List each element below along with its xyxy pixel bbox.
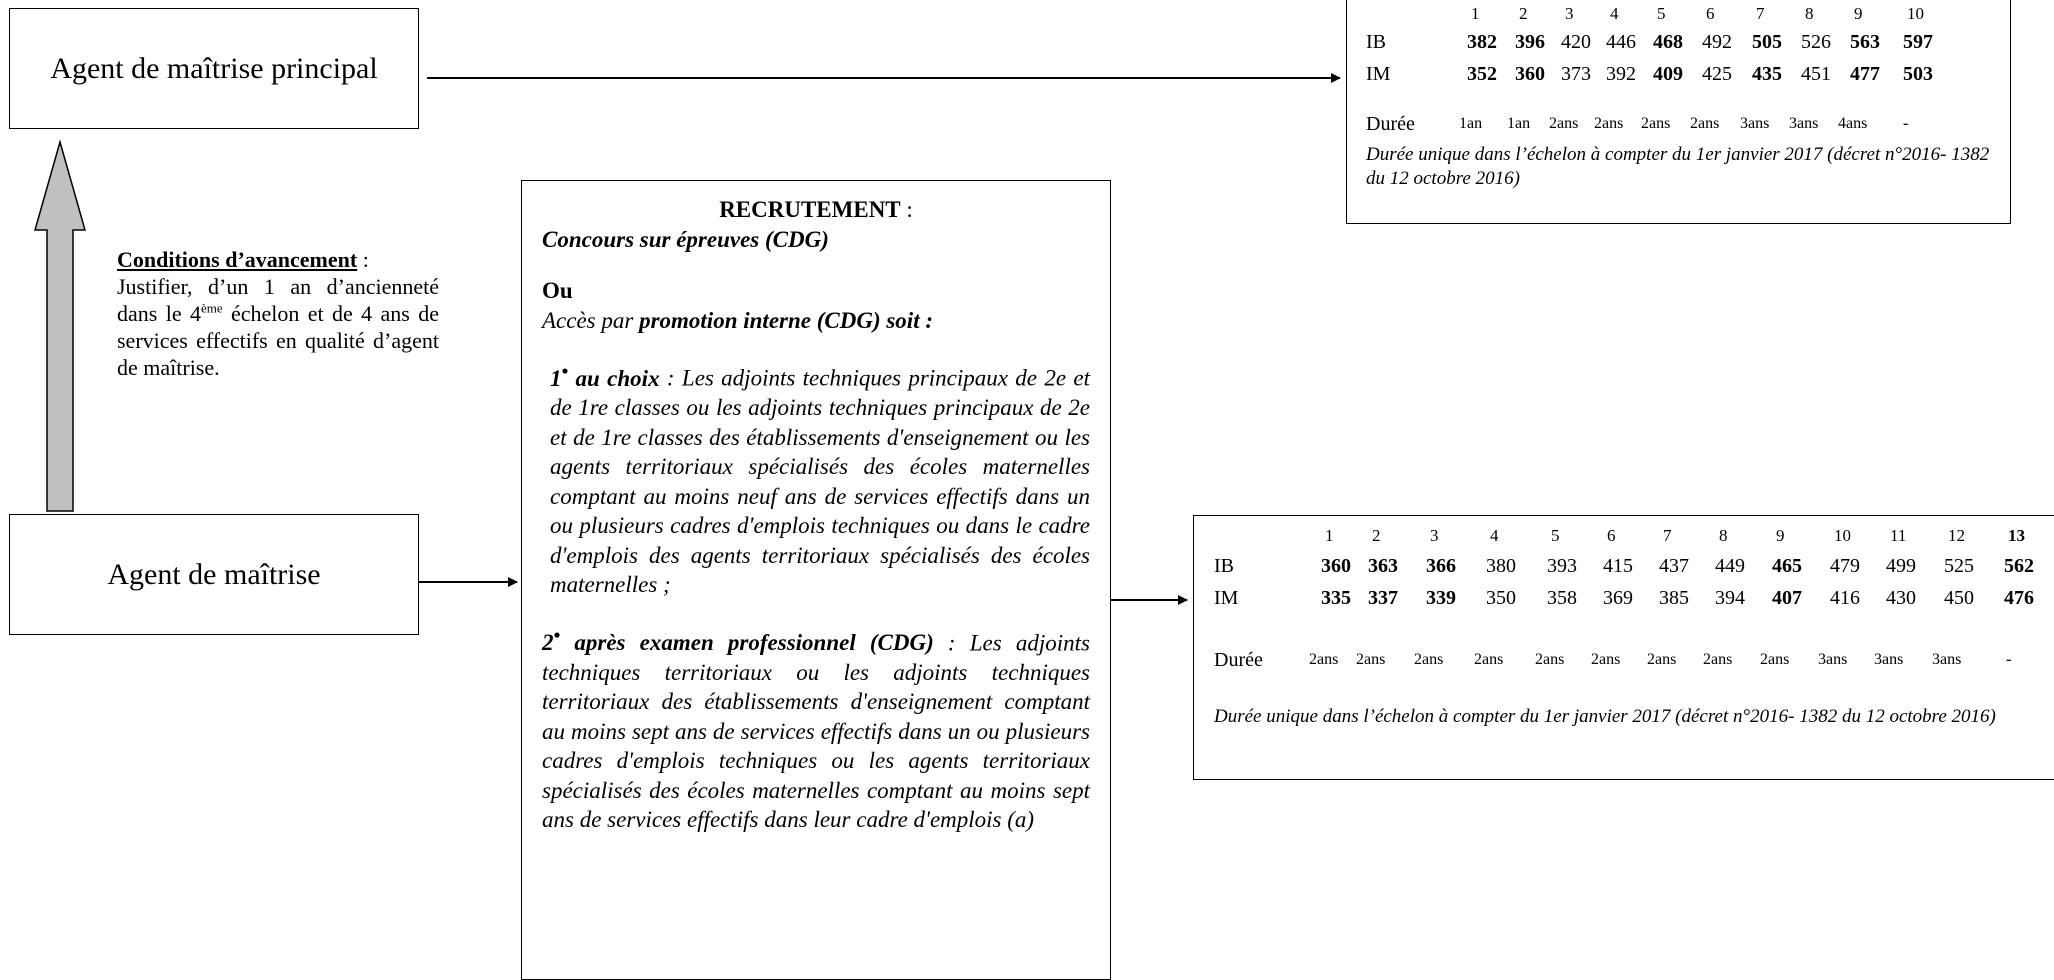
duree-value: 2ans bbox=[1760, 651, 1790, 668]
choix-number: 1 bbox=[550, 365, 562, 391]
conditions-title: Conditions d’avancement bbox=[117, 247, 358, 272]
ib-value: 468 bbox=[1653, 31, 1683, 53]
im-value: 339 bbox=[1426, 587, 1456, 609]
echelon-header: 4 bbox=[1490, 526, 1499, 545]
echelon-header: 8 bbox=[1805, 4, 1814, 23]
im-value: 416 bbox=[1830, 587, 1860, 609]
echelon-header: 5 bbox=[1551, 526, 1560, 545]
duree-value: 3ans bbox=[1932, 651, 1962, 668]
conditions-sup: ème bbox=[200, 300, 223, 316]
duree-value: 3ans bbox=[1818, 651, 1848, 668]
im-value: 337 bbox=[1368, 587, 1398, 609]
duree-value: 3ans bbox=[1789, 115, 1819, 132]
row-label-ib: IB bbox=[1214, 555, 1234, 577]
duree-value: 3ans bbox=[1874, 651, 1904, 668]
im-value: 450 bbox=[1944, 587, 1974, 609]
row-label-ib: IB bbox=[1366, 31, 1386, 53]
row-label-im: IM bbox=[1214, 587, 1239, 609]
ib-value: 526 bbox=[1801, 31, 1831, 53]
ib-value: 563 bbox=[1850, 31, 1880, 53]
ib-value: 492 bbox=[1702, 31, 1732, 53]
duree-value: 3ans bbox=[1740, 115, 1770, 132]
im-value: 476 bbox=[2004, 587, 2034, 609]
im-value: 350 bbox=[1486, 587, 1516, 609]
ib-value: 380 bbox=[1486, 555, 1516, 577]
duree-value: 1an bbox=[1459, 115, 1483, 132]
echelon-header: 3 bbox=[1430, 526, 1439, 545]
ib-value: 366 bbox=[1426, 555, 1456, 577]
ib-value: 393 bbox=[1547, 555, 1577, 577]
ib-value: 465 bbox=[1772, 555, 1802, 577]
duree-value: 4ans bbox=[1838, 115, 1868, 132]
echelon-header: 1 bbox=[1471, 4, 1480, 23]
examen-text: : Les adjoints techniques territoriaux ou les adjoints techniques territoriaux des établissements d'enseignement comptant au moins sept ans de services effectifs dans un ou plusieurs cadres d'emplois techniques ou les agents territoriaux spécialisés des écoles maternelles comptant au moins sept ans de services effectifs dans leur cadre d'emplois (a) bbox=[542, 630, 1090, 833]
ib-value: 499 bbox=[1886, 555, 1916, 577]
conditions-title-suffix: : bbox=[357, 247, 369, 272]
echelon-header: 6 bbox=[1706, 4, 1715, 23]
echelon-header: 7 bbox=[1756, 4, 1765, 23]
echelon-header: 3 bbox=[1565, 4, 1574, 23]
grade-box-agent-maitrise bbox=[9, 514, 419, 635]
recruitment-acces-bold: promotion interne (CDG) soit : bbox=[639, 307, 933, 333]
echelon-header: 1 bbox=[1325, 526, 1334, 545]
echelon-header: 10 bbox=[1907, 4, 1924, 23]
ib-value: 437 bbox=[1659, 555, 1689, 577]
ib-value: 382 bbox=[1467, 31, 1497, 53]
duree-value: - bbox=[1903, 115, 1909, 132]
row-label-im: IM bbox=[1366, 63, 1391, 85]
conditions-avancement bbox=[117, 246, 439, 381]
grid-table-agent bbox=[1193, 515, 2054, 780]
duree-value: 2ans bbox=[1594, 115, 1624, 132]
im-value: 435 bbox=[1752, 63, 1782, 85]
echelon-header: 5 bbox=[1657, 4, 1666, 23]
duree-value: 2ans bbox=[1690, 115, 1720, 132]
im-value: 335 bbox=[1321, 587, 1351, 609]
im-value: 394 bbox=[1715, 587, 1745, 609]
bullet-icon: • bbox=[561, 361, 569, 382]
conditions-text-1: Justifier, d’un 1 an d’ancienneté dans le 4 bbox=[117, 274, 439, 326]
duree-note: Durée unique dans l’échelon à compter du 1er janvier 2017 (décret n°2016- 1382 du 12 octobre 2016) bbox=[1366, 144, 1990, 189]
im-value: 409 bbox=[1653, 63, 1683, 85]
im-value: 503 bbox=[1903, 63, 1933, 85]
echelon-header: 9 bbox=[1776, 526, 1785, 545]
choix-title: au choix bbox=[568, 365, 660, 391]
echelon-header: 8 bbox=[1719, 526, 1728, 545]
examen-title: après examen professionnel (CDG) bbox=[560, 630, 934, 656]
duree-value: 2ans bbox=[1647, 651, 1677, 668]
im-value: 373 bbox=[1561, 63, 1591, 85]
ib-value: 505 bbox=[1752, 31, 1782, 53]
duree-value: 2ans bbox=[1703, 651, 1733, 668]
im-value: 425 bbox=[1702, 63, 1732, 85]
examen-number: 2 bbox=[542, 630, 554, 656]
recruitment-ou: Ou bbox=[542, 278, 573, 303]
im-value: 358 bbox=[1547, 587, 1577, 609]
grade-box-agent-maitrise-principal bbox=[9, 8, 419, 129]
promotion-arrow bbox=[35, 142, 85, 511]
duree-value: 2ans bbox=[1535, 651, 1565, 668]
ib-value: 525 bbox=[1944, 555, 1974, 577]
duree-value: 2ans bbox=[1549, 115, 1579, 132]
duree-value: 1an bbox=[1507, 115, 1531, 132]
im-value: 430 bbox=[1886, 587, 1916, 609]
ib-value: 597 bbox=[1903, 31, 1933, 53]
ib-value: 420 bbox=[1561, 31, 1591, 53]
im-value: 407 bbox=[1772, 587, 1802, 609]
im-value: 352 bbox=[1467, 63, 1497, 85]
grid-table-principal bbox=[1346, 0, 2011, 224]
echelon-header: 2 bbox=[1372, 526, 1381, 545]
ib-value: 562 bbox=[2004, 555, 2034, 577]
duree-value: 2ans bbox=[1591, 651, 1621, 668]
im-value: 451 bbox=[1801, 63, 1831, 85]
recruitment-title: RECRUTEMENT bbox=[719, 197, 901, 222]
duree-value: 2ans bbox=[1474, 651, 1504, 668]
recruitment-acces-prefix: Accès par bbox=[542, 307, 640, 333]
ib-value: 363 bbox=[1368, 555, 1398, 577]
echelon-header: 6 bbox=[1607, 526, 1616, 545]
echelon-header: 2 bbox=[1519, 4, 1528, 23]
im-value: 360 bbox=[1515, 63, 1545, 85]
ib-value: 446 bbox=[1606, 31, 1636, 53]
echelon-header: 10 bbox=[1834, 526, 1851, 545]
recruitment-examen bbox=[542, 622, 1090, 835]
duree-value: - bbox=[2006, 651, 2012, 668]
recruitment-box bbox=[521, 180, 1111, 980]
duree-value: 2ans bbox=[1641, 115, 1671, 132]
recruitment-title-suffix: : bbox=[900, 197, 913, 222]
echelon-header: 9 bbox=[1854, 4, 1863, 23]
echelon-header: 4 bbox=[1610, 4, 1619, 23]
conditions-text-2: échelon et de 4 ans de services effectifs en qualité d’agent de maîtrise. bbox=[117, 301, 439, 380]
grade-label: Agent de maîtrise principal bbox=[50, 51, 378, 85]
recruitment-choix bbox=[542, 357, 1090, 600]
grade-label: Agent de maîtrise bbox=[107, 557, 321, 591]
echelon-header: 13 bbox=[2008, 526, 2025, 545]
im-value: 392 bbox=[1606, 63, 1636, 85]
row-label-duree: Durée bbox=[1214, 649, 1263, 671]
duree-value: 2ans bbox=[1356, 651, 1386, 668]
im-value: 369 bbox=[1603, 587, 1633, 609]
recruitment-concours: Concours sur épreuves (CDG) bbox=[542, 226, 829, 252]
ib-value: 396 bbox=[1515, 31, 1545, 53]
ib-value: 479 bbox=[1830, 555, 1860, 577]
echelon-header: 11 bbox=[1890, 526, 1907, 545]
bullet-icon: • bbox=[553, 625, 561, 647]
echelon-header: 7 bbox=[1663, 526, 1672, 545]
row-label-duree: Durée bbox=[1366, 113, 1415, 135]
ib-value: 415 bbox=[1603, 555, 1633, 577]
choix-text: : Les adjoints techniques principaux de 2e et de 1re classes ou les adjoints techniques principaux de 2e et de 1re classes des établissements d'enseignement ou les agents territoriaux spécialisés des écoles maternelles comptant au moins neuf ans de services effectifs dans un ou plusieurs cadres d'emplois techniques ou dans le cadre d'emplois des agents territoriaux spécialisés des écoles maternelles ; bbox=[550, 365, 1090, 598]
ib-value: 449 bbox=[1715, 555, 1745, 577]
im-value: 477 bbox=[1850, 63, 1880, 85]
duree-value: 2ans bbox=[1309, 651, 1339, 668]
echelon-header: 12 bbox=[1948, 526, 1965, 545]
im-value: 385 bbox=[1659, 587, 1689, 609]
duree-note: Durée unique dans l’échelon à compter du 1er janvier 2017 (décret n°2016- 1382 du 12 octobre 2016) bbox=[1214, 706, 1996, 727]
duree-value: 2ans bbox=[1414, 651, 1444, 668]
ib-value: 360 bbox=[1321, 555, 1351, 577]
